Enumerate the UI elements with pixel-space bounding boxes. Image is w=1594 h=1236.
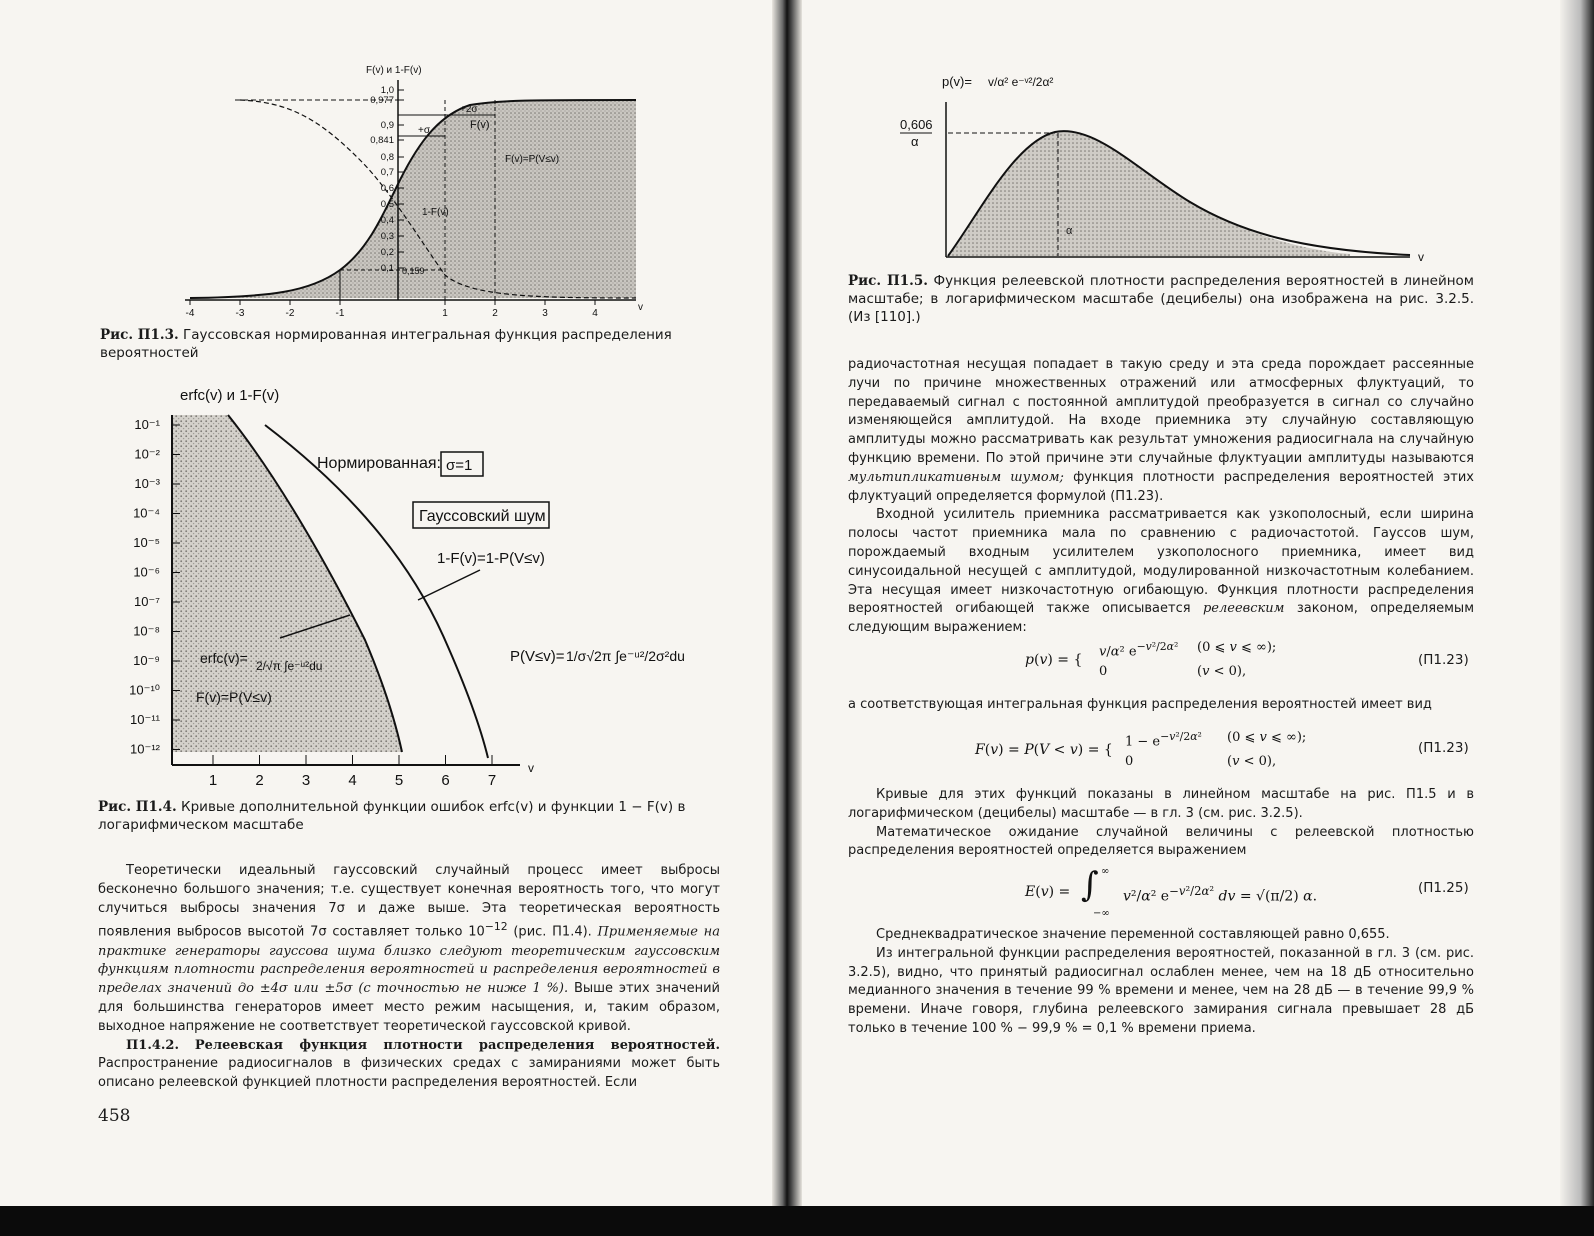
paragraph-rayleigh: П1.4.2. Релеевская функция плотности распределения вероятностей. Распространение радиосигналов в физических средах с замираниями может быть описано релеевской функцией плотности распределения вероятностей. Если — [98, 1037, 720, 1091]
x-tick-label: 5 — [394, 772, 404, 789]
x-tick-label: -2 — [285, 308, 295, 319]
x-tick-label: 1 — [208, 772, 218, 789]
y-tick-label: 10⁻³ — [134, 476, 160, 491]
svg-text:1/σ√2π ∫e⁻ᵘ²/2σ²du: 1/σ√2π ∫e⁻ᵘ²/2σ²du — [566, 648, 685, 664]
x-tick-label: 2 — [255, 772, 264, 789]
x-tick-label: 6 — [441, 772, 450, 789]
y-tick-label: 0,6 — [380, 183, 394, 194]
fv-eq-label: F(v)=P(V≤v) — [505, 154, 560, 165]
y-tick-label: 10⁻⁸ — [133, 623, 160, 639]
y-tick-label: 10⁻⁴ — [133, 505, 160, 521]
caption-text: Гауссовская нормированная интегральная функция распределения вероятностей — [100, 327, 672, 361]
noise-box: Гауссовский шум — [419, 508, 546, 525]
caption-label: Рис. П1.3. — [100, 327, 179, 343]
fv-label: F(v) — [470, 119, 490, 131]
caption-label: Рис. П1.5. — [848, 273, 928, 289]
x-axis-label: v — [1418, 250, 1424, 264]
paragraph-gaussian: Теоретически идеальный гауссовский случайный процесс имеет выбросы бесконечно большого значения; т.е. существует конечная вероятность того, что могут случиться выбросы значения 7σ и даже выше. Эта теоретическая вероятность появления выбросов высотой 7σ составляет только $10^{-12}$ (рис. П1.4). Применяемые на практике генераторы гауссова шума близко следуют теоретическим гауссовским функциям плотности распределения вероятностей и распределения вероятностей в пределах значений до ±4σ или ±5σ (с точностью не ниже 1 %). Выше этих значений для большинства генераторов имеет место режим насыщения, и, таким образом, выходное напряжение не соответствует теоретической гауссовской кривой. — [98, 863, 720, 1034]
caption-p1-5 — [848, 272, 1474, 326]
p-formula-label: P(V≤v)= — [510, 648, 565, 665]
y-tick-label: 1,0 — [380, 85, 394, 96]
rayleigh-shaded-area — [948, 131, 1350, 256]
y-tick-label: 0,5 — [380, 199, 394, 210]
y-tick-label: 10⁻² — [134, 446, 160, 462]
x-tick-labels — [186, 300, 599, 319]
equation-expectation: E(v) = ∫ ∞ −∞ v²/α² $e^{-v^2/2\alpha^2}$ dv = √(π/2) α. — [1025, 865, 1318, 919]
y-tick-label: 10⁻⁹ — [133, 653, 160, 668]
x-tick-label: 4 — [348, 772, 357, 789]
page-edge — [1560, 0, 1594, 1206]
figure-p1-4 — [110, 380, 730, 792]
equation-number-2: (П1.23) — [1418, 740, 1469, 756]
caption-p1-4 — [98, 798, 728, 834]
right-body-text-4 — [848, 926, 1474, 1039]
book-gutter — [772, 0, 802, 1236]
plus-2-sigma-label: +2σ — [460, 104, 478, 115]
x-tick-label: 7 — [487, 772, 497, 789]
peak-value-denominator: α — [911, 134, 919, 149]
curve-label: 1-F(v)=1-P(V≤v) — [437, 550, 545, 567]
figure-p1-3 — [170, 60, 650, 322]
paragraph-rms: Среднеквадратическое значение переменной составляющей равно 0,655. — [876, 927, 1390, 942]
peak-value-label: 0,606 — [900, 117, 933, 132]
x-tick-labels — [209, 755, 496, 789]
y-tick-label: 0,1 — [380, 263, 394, 274]
y-tick-label: 0,4 — [380, 215, 394, 226]
paragraph-fading: Из интегральной функции распределения вероятностей, показанной в гл. 3 (см. рис. 3.2.5), видно, что принятый радиосигнал ослаблен менее, чем на 18 дБ относительно медианного значения в течение 99 % времени и менее, чем на 28 дБ — в течение 99,9 % времени. Иначе говоря, глубина релеевского замирания сигнала превышает 28 дБ только в течение 100 % − 99,9 % = 0,1 % времени приема. — [848, 945, 1474, 1036]
y-tick-label: 0,2 — [380, 247, 394, 258]
svg-text:v/α² e⁻ᵛ²/2α²: v/α² e⁻ᵛ²/2α² — [988, 75, 1054, 89]
y-tick-label: 10⁻¹¹ — [130, 712, 160, 727]
x-tick-label: -4 — [185, 308, 195, 319]
y-tick-label: 0,977 — [370, 95, 394, 106]
one-minus-fv-label: 1-F(v) — [422, 207, 449, 218]
norm-label: Нормированная: — [317, 455, 441, 472]
paragraph-narrowband: Входной усилитель приемника рассматривается как узкополосный, если ширина полосы частот приемника мала по сравнению с радиочастотой. Гауссов шум, порождаемый входным усилителем узкополосного приемника, имеет вид синусоидальной несущей с амплитудой, модулированной низкочастотным колебанием. Эта несущая имеет низкочастотную огибающую. Функция плотности распределения вероятностей огибающей также описывается релеевским законом, определяемым следующим выражением: — [848, 507, 1474, 636]
right-body-text-1 — [848, 356, 1474, 638]
x-axis-label: v — [638, 302, 643, 313]
y-tick-label: 0,7 — [380, 167, 394, 178]
y-tick-label: 0,3 — [380, 231, 394, 242]
y-tick-label: 10⁻¹ — [134, 417, 160, 432]
y-tick-label: 0,8 — [380, 152, 394, 163]
y-tick-label: 10⁻¹⁰ — [129, 682, 160, 698]
x-tick-label: -3 — [235, 308, 245, 319]
alpha-label: α — [1066, 225, 1073, 237]
x-tick-label: 2 — [492, 308, 498, 319]
x-tick-label: 1 — [442, 308, 448, 319]
x-tick-label: -1 — [335, 308, 345, 319]
plus-sigma-label: +σ — [418, 125, 431, 136]
y-tick-label: 10⁻⁶ — [133, 564, 160, 580]
x-tick-label: 4 — [592, 308, 598, 319]
paragraph-multiplicative: радиочастотная несущая попадает в такую среду и эта среда порождает рассеянные лучи по причине множественных отражений или атмосферных флуктуаций, то передаваемый сигнал с постоянной амплитудой преобразуется в сигнал со случайно изменяющейся амплитудой. На входе приемника эту случайную составляющую амплитуды можно рассматривать как результат умножения радиосигнала на случайную функцию времени. По этой причине эти случайные флуктуации амплитуды называются мультипликативным шумом; функция плотности распределения вероятностей этих флуктуаций определяется формулой (П1.23). — [848, 357, 1474, 504]
scan-bottom-edge — [0, 1206, 1594, 1236]
right-body-text-3 — [848, 786, 1474, 861]
svg-text:2/√π ∫e⁻ᵘ²du: 2/√π ∫e⁻ᵘ²du — [256, 659, 323, 673]
subsection-number: П1.4.2. — [126, 1037, 179, 1053]
caption-text: Функция релеевской плотности распределения вероятностей в линейном масштабе; в логарифмическом масштабе (децибелы) она изображена на рис. 3.2.5. (Из [110].) — [848, 273, 1474, 325]
sigma-box: σ=1 — [446, 457, 473, 474]
equation-number-3: (П1.25) — [1418, 880, 1469, 896]
figure-p1-5 — [880, 62, 1440, 267]
x-tick-label: 3 — [542, 308, 548, 319]
paragraph-cdf-intro: а соответствующая интегральная функция распределения вероятностей имеет вид — [848, 697, 1432, 712]
x-axis-label: v — [528, 761, 534, 775]
value-0159-label: 0,159 — [402, 266, 425, 276]
x-tick-label: 3 — [301, 772, 311, 789]
equation-cdf: F(v) = P(V < v) = { $1 - e^{-v^2/2\alpha^2}$ (0 ⩽ v ⩽ ∞); 0 (v < 0), — [975, 730, 1307, 769]
right-body-text-2 — [848, 696, 1474, 715]
paragraph-curves: Кривые для этих функций показаны в линейном масштабе на рис. П1.5 и в логарифмическом (децибелы) масштабе — в гл. 3 (см. рис. 3.2.5). — [848, 787, 1474, 821]
y-tick-label: 10⁻¹² — [130, 741, 160, 757]
caption-label: Рис. П1.4. — [98, 799, 177, 815]
y-tick-label: 10⁻⁷ — [133, 594, 160, 609]
left-body-text — [98, 862, 720, 1093]
caption-text: Кривые дополнительной функции ошибок erfc(v) и функции 1 − F(v) в логарифмическом масштабе — [98, 799, 686, 833]
paragraph-expectation: Математическое ожидание случайной величины с релеевской плотностью распределения вероятностей определяется выражением — [848, 824, 1474, 859]
erfc-label: erfc(v)= — [200, 650, 248, 666]
page-number: 458 — [98, 1106, 131, 1126]
rayleigh-formula: p(v)= — [942, 74, 972, 89]
caption-p1-3 — [100, 326, 730, 362]
y-axis-title: erfc(v) и 1-F(v) — [180, 387, 280, 404]
equation-pdf: p(v) = { v/α² $e^{-v^2/2\alpha^2}$ (0 ⩽ v ⩽ ∞); 0 (v < 0), — [1025, 640, 1277, 679]
y-tick-label: 0,9 — [380, 120, 394, 131]
y-tick-label: 10⁻⁵ — [133, 535, 160, 550]
y-axis-title: F(v) и 1-F(v) — [366, 65, 422, 76]
subsection-title: Релеевская функция плотности распределения вероятностей. — [194, 1037, 720, 1053]
fv-label: F(v)=P(V≤v) — [196, 689, 272, 705]
equation-number-1: (П1.23) — [1418, 652, 1469, 668]
y-tick-label: 0,841 — [370, 135, 394, 146]
